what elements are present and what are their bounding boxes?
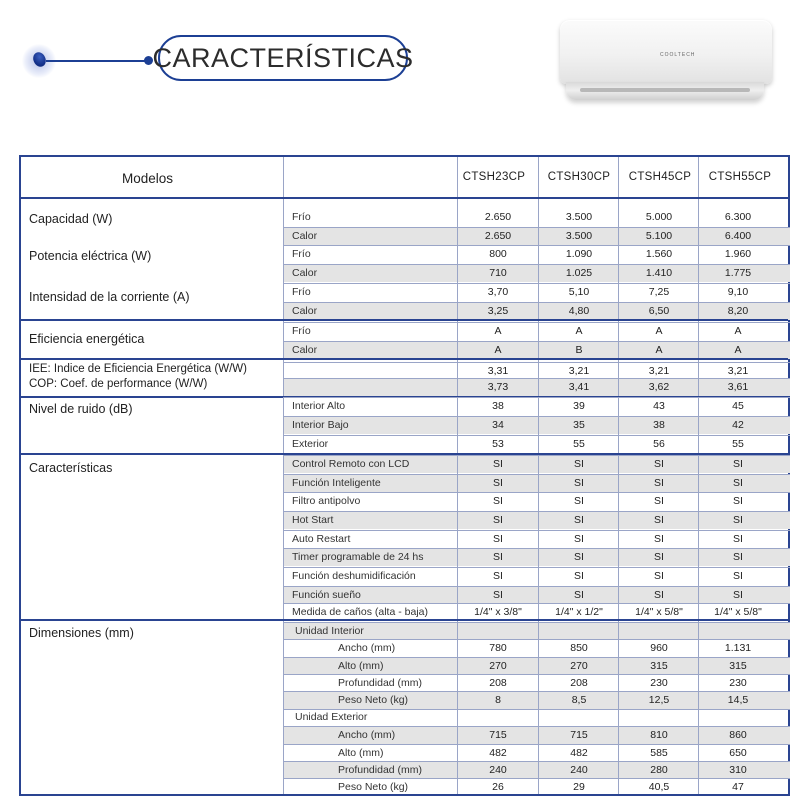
value-cell: 280 — [650, 764, 668, 776]
section-label-intensidad: Intensidad de la corriente (A) — [29, 290, 190, 304]
value-cell: SI — [654, 589, 664, 601]
value-cell: A — [575, 325, 583, 337]
value-cell: 3,31 — [487, 365, 509, 377]
row-label: Ancho (mm) — [338, 729, 396, 741]
value-cell: 208 — [570, 677, 588, 689]
value-cell: SI — [493, 458, 503, 470]
value-cell: 1/4" x 5/8" — [635, 606, 683, 618]
value-cell: 715 — [570, 729, 588, 741]
value-cell: SI — [654, 533, 664, 545]
value-cell: SI — [574, 589, 584, 601]
title-pill — [152, 35, 414, 81]
value-cell: SI — [654, 458, 664, 470]
header — [0, 0, 809, 140]
row-label: Calor — [292, 230, 318, 242]
value-cell: 12,5 — [648, 694, 670, 706]
value-cell: 55 — [732, 438, 744, 450]
value-cell: SI — [493, 514, 503, 526]
value-cell: 650 — [729, 747, 747, 759]
value-cell: SI — [493, 589, 503, 601]
value-cell: 715 — [489, 729, 507, 741]
value-cell: 585 — [650, 747, 668, 759]
row-divider — [283, 378, 790, 379]
row-divider — [283, 455, 790, 456]
model-header: CTSH30CP — [547, 171, 611, 183]
row-divider — [283, 322, 790, 323]
value-cell: SI — [654, 514, 664, 526]
value-cell: 34 — [492, 419, 504, 431]
value-cell: 482 — [570, 747, 588, 759]
value-cell: 810 — [650, 729, 668, 741]
value-cell: A — [734, 325, 742, 337]
row-divider — [283, 283, 790, 284]
row-label: Función sueño — [292, 589, 361, 601]
row-divider — [283, 639, 790, 640]
value-cell: 240 — [570, 764, 588, 776]
value-cell: SI — [574, 495, 584, 507]
value-cell: 3,70 — [487, 286, 509, 298]
row-label: Frío — [292, 211, 311, 223]
row-label: Función deshumidificación — [292, 570, 416, 582]
row-label: Alto (mm) — [338, 747, 384, 759]
row-label: Peso Neto (kg) — [338, 694, 409, 706]
value-cell: 1.960 — [724, 248, 752, 260]
value-cell: 45 — [732, 400, 744, 412]
row-label: Peso Neto (kg) — [338, 781, 409, 793]
row-divider — [283, 603, 790, 604]
row-divider — [283, 264, 790, 265]
value-cell: SI — [574, 477, 584, 489]
row-divider — [283, 341, 790, 342]
row-divider — [283, 474, 790, 475]
value-cell: SI — [493, 477, 503, 489]
row-label: Frío — [292, 325, 311, 337]
value-cell: 35 — [573, 419, 585, 431]
value-cell: 1/4" x 5/8" — [714, 606, 762, 618]
row-label: Auto Restart — [292, 533, 351, 545]
value-cell: 6.400 — [724, 230, 752, 242]
value-cell: SI — [733, 589, 743, 601]
value-cell: 3,21 — [648, 365, 670, 377]
value-cell: 5.000 — [645, 211, 673, 223]
air-conditioner-image — [556, 18, 778, 110]
row-divider — [283, 726, 790, 727]
row-divider — [283, 397, 790, 398]
section-label-capacidad: Capacidad (W) — [29, 212, 113, 226]
section-label-iee: IEE: Indice de Eficiencia Energética (W/W) — [29, 363, 247, 375]
row-divider — [283, 622, 790, 623]
value-cell: 56 — [653, 438, 665, 450]
model-header: CTSH55CP — [708, 171, 772, 183]
value-cell: 43 — [653, 400, 665, 412]
value-cell: 3.500 — [565, 211, 593, 223]
value-cell: SI — [654, 495, 664, 507]
row-label: Frío — [292, 286, 311, 298]
value-cell: 310 — [729, 764, 747, 776]
section-label-ruido: Nivel de ruido (dB) — [29, 402, 133, 416]
value-cell: 1.090 — [565, 248, 593, 260]
section-label-potencia: Potencia eléctrica (W) — [29, 249, 152, 263]
value-cell: 3,61 — [727, 381, 749, 393]
section-label-eficiencia: Eficiencia energética — [29, 332, 145, 346]
value-cell: 5,10 — [568, 286, 590, 298]
value-cell: SI — [574, 533, 584, 545]
value-cell: 53 — [492, 438, 504, 450]
row-label: Filtro antipolvo — [292, 495, 361, 507]
row-divider — [283, 709, 790, 710]
value-cell: A — [655, 325, 663, 337]
value-cell: 14,5 — [727, 694, 749, 706]
page-title: CARACTERÍSTICAS — [152, 42, 414, 73]
section-label-cop: COP: Coef. de performance (W/W) — [29, 378, 208, 390]
row-divider — [283, 567, 790, 568]
value-cell: 38 — [492, 400, 504, 412]
value-cell: 1/4" x 1/2" — [555, 606, 603, 618]
value-cell: 270 — [489, 660, 507, 672]
row-label: Medida de caños (alta - baja) — [292, 606, 428, 618]
row-divider — [283, 586, 790, 587]
row-divider — [283, 761, 790, 762]
row-divider — [283, 674, 790, 675]
value-cell: SI — [574, 551, 584, 563]
value-cell: 2.650 — [484, 211, 512, 223]
section-label-dimensiones: Dimensiones (mm) — [29, 626, 134, 640]
row-label: Profundidad (mm) — [338, 764, 423, 776]
value-cell: 4,80 — [568, 305, 590, 317]
value-cell: 315 — [650, 660, 668, 672]
value-cell: 1.025 — [565, 267, 593, 279]
ac-body — [560, 20, 772, 84]
row-divider — [283, 530, 790, 531]
row-label: Control Remoto con LCD — [292, 458, 410, 470]
row-divider — [283, 691, 790, 692]
value-cell: 230 — [729, 677, 747, 689]
value-cell: SI — [574, 570, 584, 582]
model-header: CTSH23CP — [462, 171, 526, 183]
row-label: Función Inteligente — [292, 477, 381, 489]
value-cell: A — [494, 325, 502, 337]
value-cell: SI — [733, 551, 743, 563]
value-cell: 3,21 — [568, 365, 590, 377]
row-divider — [283, 227, 790, 228]
value-cell: 8 — [495, 694, 501, 706]
row-label: Profundidad (mm) — [338, 677, 423, 689]
row-divider — [283, 302, 790, 303]
value-cell: SI — [493, 551, 503, 563]
row-label: Interior Bajo — [292, 419, 349, 431]
row-label: Hot Start — [292, 514, 334, 526]
value-cell: SI — [574, 458, 584, 470]
row-label: Interior Alto — [292, 400, 346, 412]
value-cell: SI — [733, 477, 743, 489]
value-cell: 3,41 — [568, 381, 590, 393]
row-divider — [283, 416, 790, 417]
row-label: Alto (mm) — [338, 660, 384, 672]
row-label: Ancho (mm) — [338, 642, 396, 654]
row-label: Timer programable de 24 hs — [292, 551, 424, 563]
value-cell: A — [734, 344, 742, 356]
value-cell: 1.131 — [724, 642, 752, 654]
value-cell: SI — [654, 477, 664, 489]
value-cell: 5.100 — [645, 230, 673, 242]
value-cell: 8,5 — [571, 694, 587, 706]
value-cell: SI — [493, 570, 503, 582]
value-cell: 39 — [573, 400, 585, 412]
row-divider — [283, 548, 790, 549]
value-cell: SI — [654, 570, 664, 582]
value-cell: 6,50 — [648, 305, 670, 317]
value-cell: 860 — [729, 729, 747, 741]
row-label: Calor — [292, 344, 318, 356]
row-divider — [283, 511, 790, 512]
value-cell: 26 — [492, 781, 504, 793]
value-cell: SI — [654, 551, 664, 563]
value-cell: 2.650 — [484, 230, 512, 242]
value-cell: 3,73 — [487, 381, 509, 393]
section-label-caracteristicas: Características — [29, 461, 113, 475]
value-cell: 960 — [650, 642, 668, 654]
value-cell: SI — [733, 533, 743, 545]
value-cell: 29 — [573, 781, 585, 793]
value-cell: 40,5 — [648, 781, 670, 793]
row-divider — [283, 435, 790, 436]
value-cell: 230 — [650, 677, 668, 689]
value-cell: 7,25 — [648, 286, 670, 298]
section-divider — [21, 619, 788, 621]
sub-header-exterior: Unidad Exterior — [295, 711, 368, 723]
value-cell: 1.560 — [645, 248, 673, 260]
value-cell: 270 — [570, 660, 588, 672]
value-cell: 208 — [489, 677, 507, 689]
value-cell: 55 — [573, 438, 585, 450]
value-cell: 800 — [489, 248, 507, 260]
value-cell: 1.775 — [724, 267, 752, 279]
ac-air-slot — [580, 88, 750, 92]
row-divider — [283, 778, 790, 779]
value-cell: SI — [493, 533, 503, 545]
row-divider — [283, 657, 790, 658]
value-cell: 315 — [729, 660, 747, 672]
row-label: Calor — [292, 305, 318, 317]
value-cell: SI — [733, 570, 743, 582]
sub-header-interior: Unidad Interior — [295, 625, 364, 637]
value-cell: 240 — [489, 764, 507, 776]
connector-line — [46, 60, 152, 62]
row-divider — [283, 362, 790, 363]
value-cell: 6.300 — [724, 211, 752, 223]
value-cell: SI — [493, 495, 503, 507]
value-cell: 3.500 — [565, 230, 593, 242]
value-cell: 47 — [732, 781, 744, 793]
value-cell: 780 — [489, 642, 507, 654]
row-divider — [283, 245, 790, 246]
row-divider — [283, 492, 790, 493]
value-cell: 710 — [489, 267, 507, 279]
value-cell: 3,62 — [648, 381, 670, 393]
value-cell: 3,21 — [727, 365, 749, 377]
value-cell: 8,20 — [727, 305, 749, 317]
row-label: Calor — [292, 267, 318, 279]
value-cell: A — [494, 344, 502, 356]
value-cell: SI — [733, 495, 743, 507]
ac-brand-logo: COOLTECH — [660, 52, 696, 58]
column-divider — [283, 157, 284, 794]
value-cell: 9,10 — [727, 286, 749, 298]
value-cell: B — [575, 344, 583, 356]
row-label: Frío — [292, 248, 311, 260]
value-cell: 42 — [732, 419, 744, 431]
section-divider — [21, 358, 788, 360]
row-divider — [283, 744, 790, 745]
value-cell: SI — [574, 514, 584, 526]
spec-table — [19, 155, 790, 796]
value-cell: 1.410 — [645, 267, 673, 279]
models-header: Modelos — [122, 171, 174, 186]
value-cell: 1/4" x 3/8" — [474, 606, 522, 618]
row-label: Exterior — [292, 438, 329, 450]
value-cell: A — [655, 344, 663, 356]
value-cell: SI — [733, 458, 743, 470]
value-cell: 850 — [570, 642, 588, 654]
value-cell: 482 — [489, 747, 507, 759]
model-header: CTSH45CP — [628, 171, 692, 183]
section-divider — [21, 319, 788, 321]
section-divider — [21, 197, 788, 199]
value-cell: 38 — [653, 419, 665, 431]
value-cell: SI — [733, 514, 743, 526]
value-cell: 3,25 — [487, 305, 509, 317]
